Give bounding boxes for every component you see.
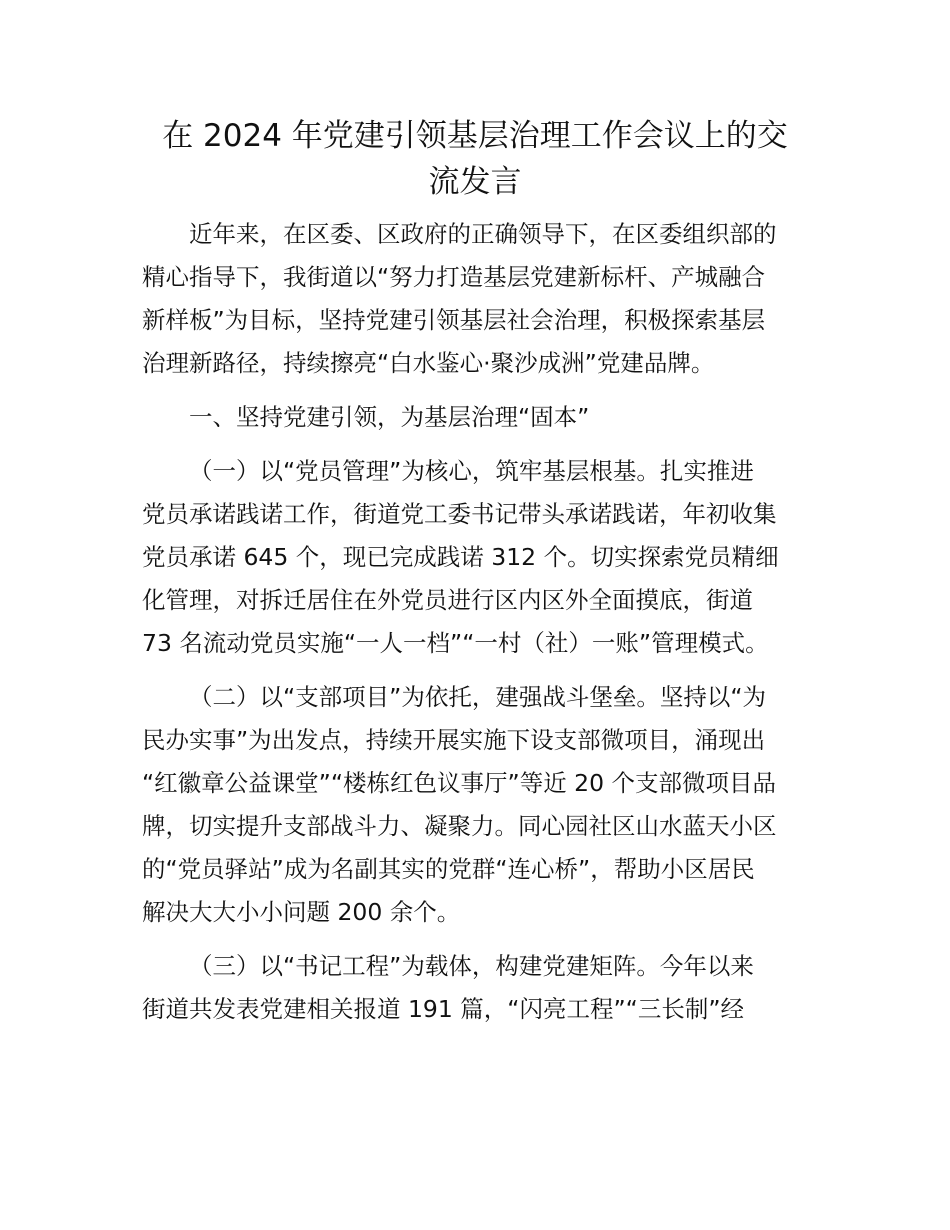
section-heading-1: 一、坚持党建引领，为基层治理“固本”: [189, 403, 590, 431]
paragraph-1-line-1: （一）以“党员管理”为核心，筑牢基层根基。扎实推进: [189, 457, 754, 485]
paragraph-intro-line-4: 治理新路径，持续擦亮“白水鉴心·聚沙成洲”党建品牌。: [142, 349, 715, 377]
paragraph-intro-line-1: 近年来，在区委、区政府的正确领导下，在区委组织部的: [189, 220, 777, 248]
title-line-2: 流发言: [428, 164, 522, 200]
paragraph-1-line-4: 化管理，对拆迁居住在外党员进行区内区外全面摸底，街道: [142, 586, 753, 614]
paragraph-2-line-1: （二）以“支部项目”为依托，建强战斗堡垒。坚持以“为: [189, 683, 767, 711]
paragraph-1-line-5: 73 名流动党员实施“一人一档”“一村（社）一账”管理模式。: [142, 629, 769, 657]
paragraph-2-line-4: 牌，切实提升支部战斗力、凝聚力。同心园社区山水蓝天小区: [142, 812, 777, 840]
paragraph-2-line-6: 解决大大小小问题 200 余个。: [142, 898, 461, 926]
paragraph-intro-line-2: 精心指导下，我街道以“努力打造基层党建新标杆、产城融合: [142, 263, 766, 291]
paragraph-1-line-3: 党员承诺 645 个，现已完成践诺 312 个。切实探索党员精细: [142, 543, 779, 571]
paragraph-2-line-3: “红徽章公益课堂”“楼栋红色议事厅”等近 20 个支部微项目品: [142, 769, 777, 797]
paragraph-3-line-2: 街道共发表党建相关报道 191 篇，“闪亮工程”“三长制”经: [142, 995, 744, 1023]
title-line-1: 在 2024 年党建引领基层治理工作会议上的交: [162, 118, 788, 154]
paragraph-3-line-1: （三）以“书记工程”为载体，构建党建矩阵。今年以来: [189, 952, 754, 980]
paragraph-1-line-2: 党员承诺践诺工作，街道党工委书记带头承诺践诺，年初收集: [142, 500, 777, 528]
paragraph-intro-line-3: 新样板”为目标，坚持党建引领基层社会治理，积极探索基层: [142, 306, 766, 334]
paragraph-2-line-2: 民办实事”为出发点，持续开展实施下设支部微项目，涌现出: [142, 726, 766, 754]
paragraph-2-line-5: 的“党员驿站”成为名副其实的党群“连心桥”，帮助小区居民: [142, 855, 755, 883]
document-title: [140, 113, 810, 205]
